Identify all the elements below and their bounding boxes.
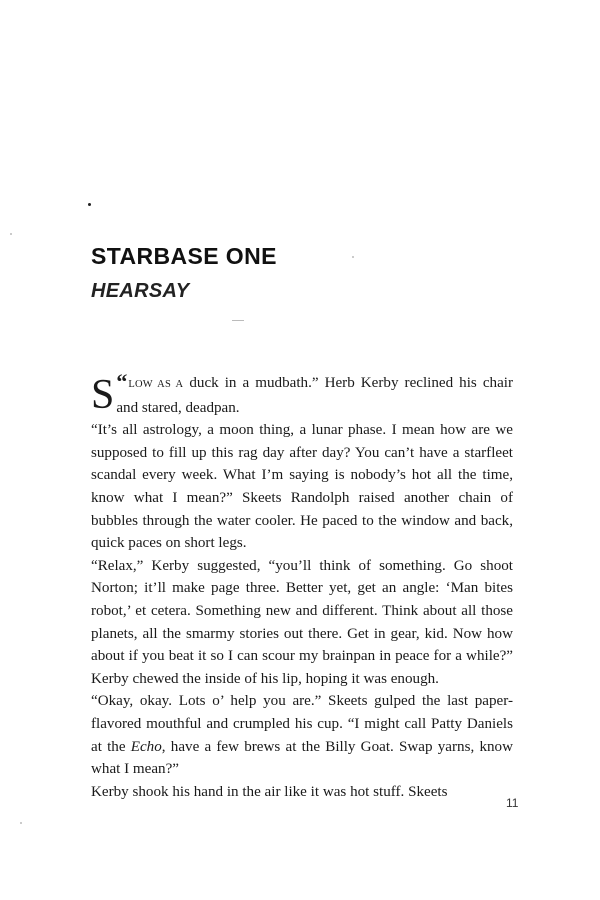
ink-speck: [10, 233, 12, 235]
chapter-title: STARBASE ONE: [91, 243, 277, 269]
paragraph: Kerby shook his hand in the air like it was hot stuff. Skeets: [91, 783, 448, 800]
paragraph: “It’s all astrology, a moon thing, a lunar phase. I mean how are we supposed to fill up this rag day after day? You can’t have a starfleet scandal every week. What I’m saying is nobody’s hot all the time, know what I mean?” Skeets Randolph raised another chain of bubbles through the water cooler. He paced to the window and back, quick paces on short legs.: [91, 422, 513, 552]
opening-text: duck in a mudbath.” Herb Kerby reclined his chair and stared, deadpan.: [116, 375, 514, 416]
ink-speck: [88, 203, 91, 206]
ink-speck: [232, 320, 244, 321]
opening-quote-mark: “: [116, 369, 128, 394]
chapter-subtitle: HEARSAY: [91, 280, 190, 302]
ink-speck: [20, 822, 22, 824]
page-number: 11: [506, 796, 519, 810]
ink-speck: [352, 256, 354, 258]
paragraph: “Okay, okay. Lots o’ help you are.” Skeets gulped the last paper-flavored mouthful and crumpled his cup. “I might call Patty Daniels at the Echo, have a few brews at the Billy Goat. Swap yarns, know what I mean?”: [91, 693, 513, 778]
opening-paragraph: [91, 371, 513, 419]
newspaper-name: Echo: [130, 738, 162, 755]
small-caps-lead: LOW AS A: [128, 379, 184, 390]
paragraph: “Relax,” Kerby suggested, “you’ll think of something. Go shoot Norton; it’ll make page three. Better yet, get an angle: ‘Man bites robot,’ et cetera. Something new and different. Think about all those planets, all the smarmy stories out there. Get in gear, kid. Now how about if you beat it so I can scour my brainpan in peace for a while?” Kerby chewed the inside of his lip, hoping it was enough.: [91, 557, 513, 687]
drop-cap: S: [91, 372, 115, 418]
body-text: [91, 371, 513, 803]
